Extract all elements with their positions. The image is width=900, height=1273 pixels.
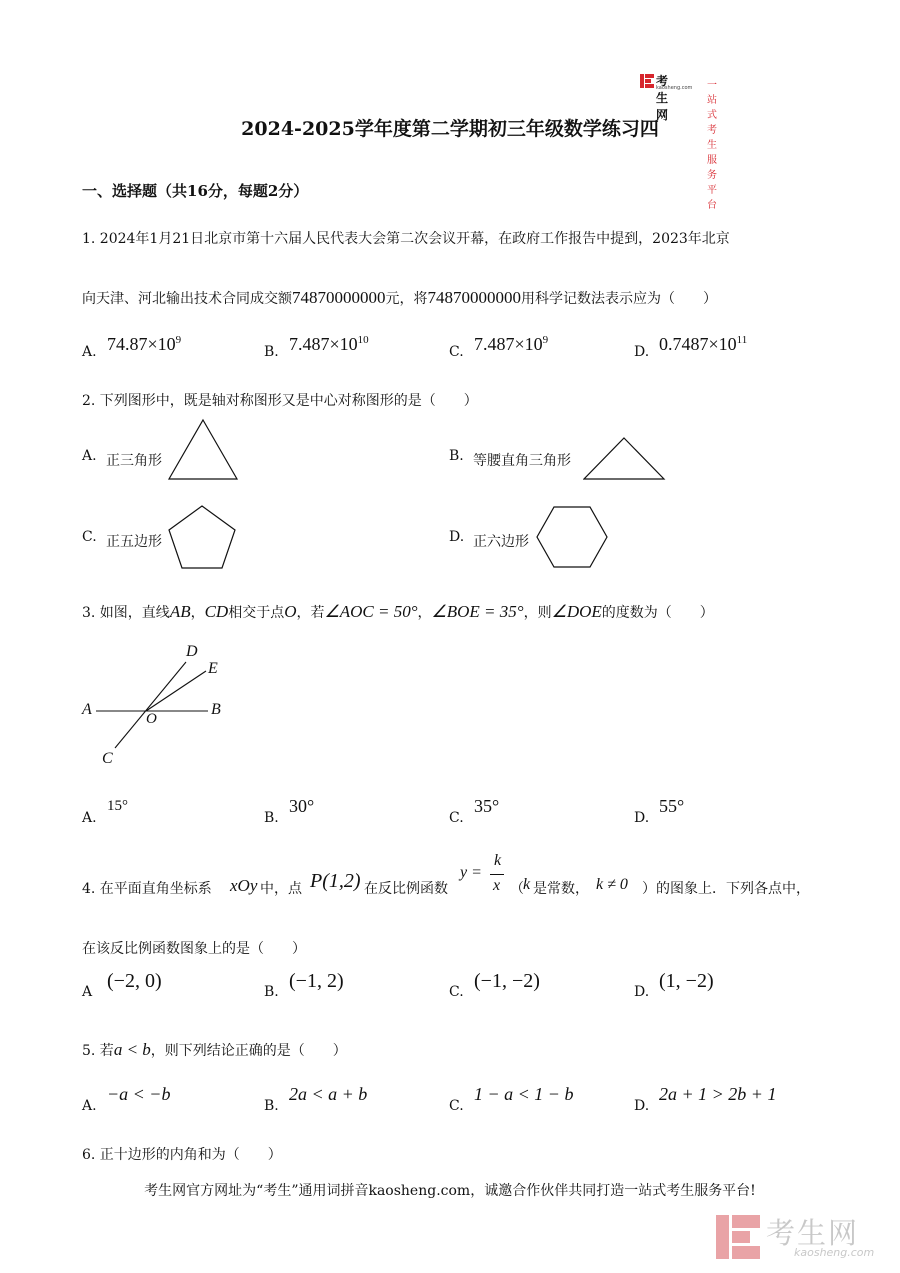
option-letter: B. [264,984,279,1000]
q3-line-ab: AB [169,602,191,621]
q3-label-c: C [102,750,113,767]
option-value: 2a + 1 > 2b + 1 [659,1084,777,1104]
option-value: 1 − a < 1 − b [474,1084,574,1104]
option-letter: B. [264,1098,279,1114]
option-letter: D. [634,810,650,826]
option-label: 正五边形 [106,534,162,550]
option-letter: D. [634,1098,650,1114]
q3-target-angle: ∠DOE [551,602,602,621]
q4-line1: 4. 在平面直角坐标系 xOy 中，点 P(1,2) 在反比例函数 y = k x （ k 是常数， k ≠ 0 ）的图象上．下列各点中， [82,852,810,897]
q1-text-b: 元，将 [385,291,428,307]
option-letter: D. [634,344,650,360]
option-value: 35° [474,796,500,816]
watermark [716,1213,886,1263]
q4-func-denominator: x [493,877,501,894]
option-value: (1, −2) [659,970,714,992]
option-value: $7.487\times 10^{10}$ [289,334,369,354]
q2-option-c[interactable] [82,503,282,571]
watermark-logo-icon [716,1215,760,1259]
q4-fraction-bar [490,874,504,875]
option-letter: A. [82,344,97,360]
option-value: 55° [659,796,685,816]
logo-name: 考生网 [656,74,669,122]
q3-line-cd: CD [204,602,229,621]
option-letter: D. [449,529,465,545]
isosceles-right-triangle-shape [583,435,667,481]
option-letter: B. [264,810,279,826]
option-letter: D. [634,984,650,1000]
option-label: 等腰直角三角形 [473,453,571,469]
q3-label-d: D [186,643,198,660]
logo-domain: kaosheng.com [656,85,693,91]
option-label: 正六边形 [473,534,529,550]
q2-option-d[interactable] [449,505,669,569]
q2-option-b[interactable] [449,435,679,483]
q3-label-o: O [146,711,157,727]
option-letter: A. [82,1098,97,1114]
q3-label-e: E [208,660,218,677]
regular-hexagon-shape [535,505,609,569]
option-letter: A [82,984,93,1000]
q6-stem: 6. 正十边形的内角和为（ ） [82,1147,282,1163]
option-letter: B. [449,448,464,464]
q1-line1: 1. 2024年1月21日北京市第十六届人民代表大会第二次会议开幕，在政府工作报告中提到，2023年北京 [82,231,730,247]
option-value: (−1, 2) [289,970,344,992]
regular-pentagon-shape [166,503,238,571]
q3-label-b: B [211,701,221,718]
header-slogan: 一站式考生服务平台 [707,80,717,211]
watermark-name: 考生网 [766,1216,860,1250]
q2-option-a[interactable] [82,418,282,482]
kaosheng-logo-icon [640,74,654,88]
q3-condition-2: ∠BOE = 35° [431,602,524,621]
q3-condition-1: ∠AOC = 50° [324,602,418,621]
q4-k-not-zero: k ≠ 0 [596,876,628,893]
q4-func-numerator: k [494,852,502,869]
q4-func-y: y = [460,864,482,881]
option-value: (−1, −2) [474,970,540,992]
q5-condition: a < b [113,1040,151,1059]
option-letter: C. [82,529,97,545]
option-letter: C. [449,1098,464,1114]
option-value: −a < −b [107,1084,171,1104]
section-heading: 一、选择题（共16分，每题2分） [82,182,309,200]
q4-coordinate-system: xOy [230,876,258,895]
option-letter: C. [449,344,464,360]
watermark-domain: kaosheng.com [794,1246,875,1259]
option-label: 正三角形 [106,453,162,469]
q1-text-a: 向天津、河北输出技术合同成交额 [82,291,292,307]
q3-label-a: A [82,701,92,718]
option-value: 30° [289,796,315,816]
option-letter: C. [449,810,464,826]
equilateral-triangle-shape [166,418,240,482]
q2-stem: 2. 下列图形中，既是轴对称图形又是中心对称图形的是（ ） [82,393,478,409]
option-letter: C. [449,984,464,1000]
option-value: $0.7487\times 10^{11}$ [659,334,748,354]
option-value: (−2, 0) [107,970,162,992]
q5-stem: 5. 若a < b，则下列结论正确的是（ ） [82,1040,347,1059]
option-letter: A. [82,810,97,826]
q1-number-repeat: 74870000000 [427,288,521,307]
option-value: 2a < a + b [289,1084,368,1104]
q1-text-c: 用科学记数法表示应为（ ） [521,291,717,307]
page-title: 2024-2025学年度第二学期初三年级数学练习四 [241,118,659,140]
q4-line2: 在该反比例函数图象上的是（ ） [82,941,306,957]
q4-point-p: P(1,2) [310,870,361,892]
option-letter: B. [264,344,279,360]
option-letter: A. [82,448,97,464]
option-value: $7.487\times 10^9$ [474,334,549,354]
q1-number: 74870000000 [292,288,386,307]
option-value: $74.87\times 10^9$ [107,334,182,354]
option-value: 15° [107,798,128,814]
q3-stem: 3. 如图，直线AB，CD相交于点O，若∠AOC = 50°，∠BOE = 35°，则∠DOE的度数为（ ） [82,602,714,621]
q1-line2 [82,288,717,308]
footer-note: 考生网官方网址为“考生”通用词拼音kaosheng.com，诚邀合作伙伴共同打造一站式考生服务平台! [144,1183,756,1199]
